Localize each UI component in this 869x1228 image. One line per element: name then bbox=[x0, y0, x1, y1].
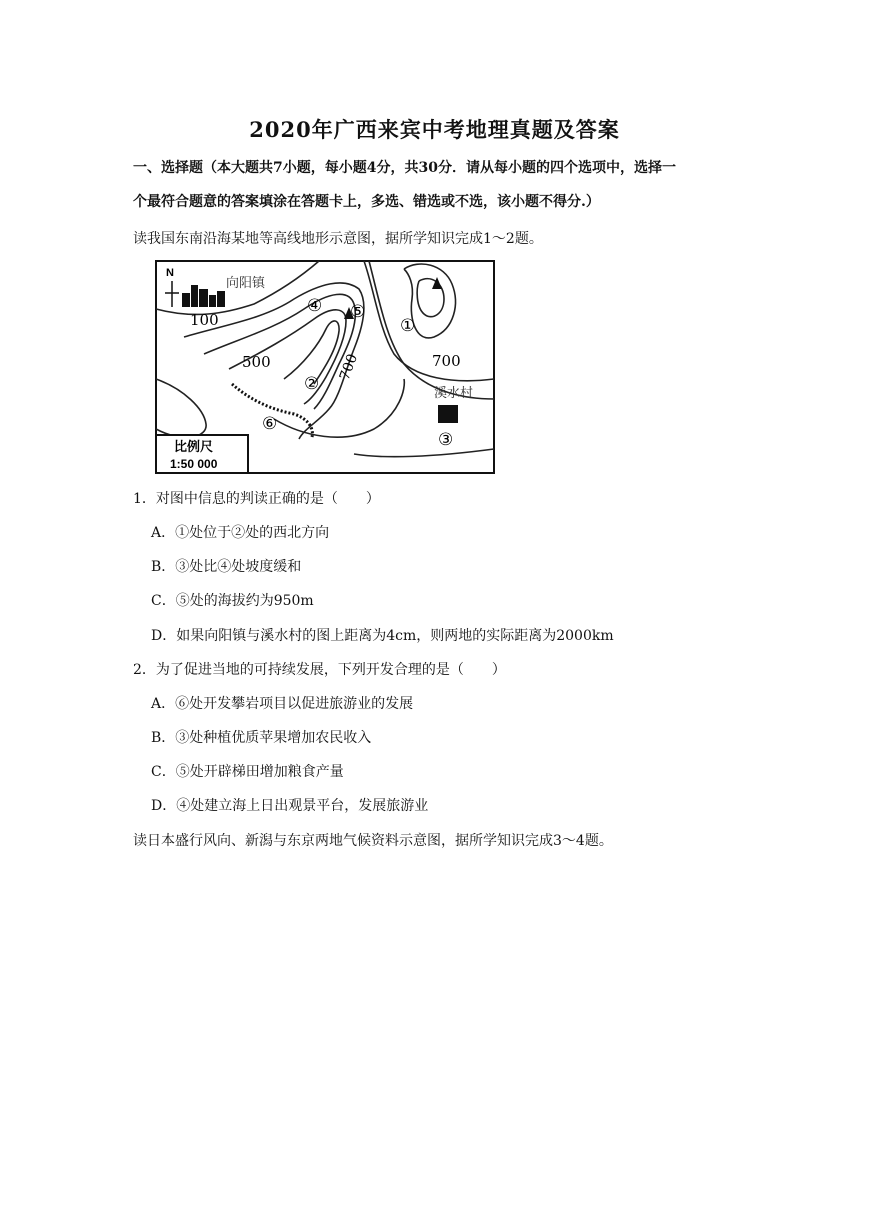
marker-2: ② bbox=[304, 374, 320, 394]
intro-text-2: 读日本盛行风向、新潟与东京两地气候资料示意图，据所学知识完成3～4题。 bbox=[133, 833, 613, 849]
question-2-option-c: C．⑤处开辟梯田增加粮食产量 bbox=[151, 764, 344, 780]
scale-value: 1:50 000 bbox=[170, 457, 218, 471]
question-1-option-a: A．①处位于②处的西北方向 bbox=[151, 525, 330, 541]
contour-label-500: 500 bbox=[242, 353, 271, 371]
question-1-stem: 1．对图中信息的判读正确的是（ ） bbox=[133, 491, 380, 507]
question-1-option-d: D．如果向阳镇与溪水村的图上距离为4cm，则两地的实际距离为2000km bbox=[151, 628, 614, 644]
contour-map-svg bbox=[154, 259, 496, 475]
marker-6: ⑥ bbox=[262, 414, 278, 434]
village-label: 溪水村 bbox=[434, 386, 474, 401]
contour-label-100: 100 bbox=[190, 311, 219, 329]
marker-4: ④ bbox=[307, 296, 323, 316]
contour-map-figure bbox=[154, 259, 496, 475]
contour-label-700-a: 700 bbox=[336, 351, 361, 383]
question-2-stem: 2．为了促进当地的可持续发展，下列开发合理的是（ ） bbox=[133, 662, 506, 678]
scale-label: 比例尺 bbox=[174, 440, 214, 455]
question-1-option-b: B．③处比④处坡度缓和 bbox=[151, 559, 302, 575]
question-2-option-d: D．④处建立海上日出观景平台，发展旅游业 bbox=[151, 798, 429, 814]
section-heading-line-1: 一、选择题（本大题共7小题，每小题4分，共30分．请从每小题的四个选项中，选择一 bbox=[133, 160, 676, 176]
marker-5: ⑤ bbox=[350, 302, 366, 322]
question-2-option-b: B．③处种植优质苹果增加农民收入 bbox=[151, 730, 372, 746]
contour-label-700-b: 700 bbox=[432, 352, 461, 370]
question-2-option-a: A．⑥处开发攀岩项目以促进旅游业的发展 bbox=[151, 696, 414, 712]
marker-1: ① bbox=[400, 316, 416, 336]
marker-3: ③ bbox=[438, 430, 454, 450]
page-title: 2020年广西来宾中考地理真题及答案 bbox=[249, 117, 620, 142]
village-square-icon bbox=[438, 405, 458, 423]
section-heading-line-2: 个最符合题意的答案填涂在答题卡上，多选、错选或不选，该小题不得分.） bbox=[133, 194, 600, 210]
town-label: 向阳镇 bbox=[226, 276, 266, 291]
intro-text-1: 读我国东南沿海某地等高线地形示意图，据所学知识完成1～2题。 bbox=[133, 231, 543, 247]
question-1-option-c: C．⑤处的海拔约为950m bbox=[151, 593, 314, 609]
north-label: N bbox=[166, 267, 174, 279]
